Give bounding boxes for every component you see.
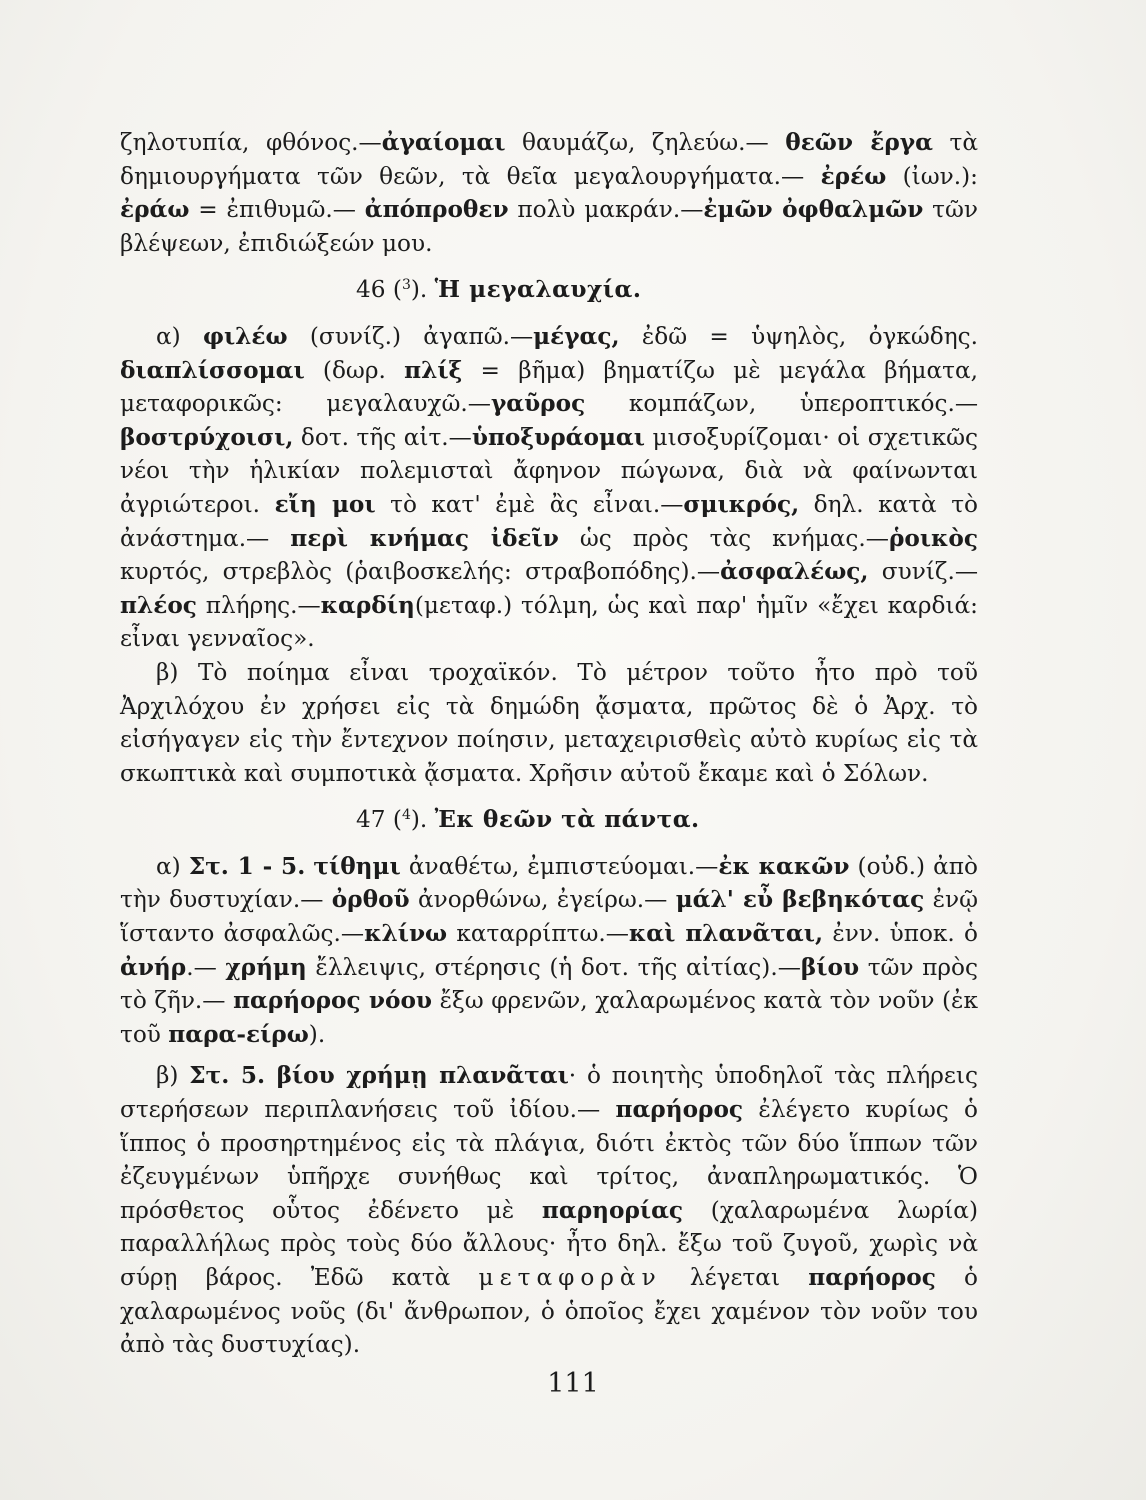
text: τῶν πρὸς τὸ ζῆν.— bbox=[120, 953, 978, 1015]
text: κυρτός, στρεβλὸς (ῥαιβοσκελής: στραβοπόδης).— bbox=[120, 558, 721, 586]
term: παρήορος bbox=[615, 1096, 744, 1124]
section-heading-46 bbox=[120, 273, 978, 307]
text: τὸ κατ' ἐμὲ ἂς εἶναι.— bbox=[375, 490, 684, 518]
text: δοτ. τῆς αἰτ.— bbox=[293, 423, 472, 451]
text: ἀναθέτω, ἐμπιστεύομαι.— bbox=[400, 852, 719, 880]
text: πλήρης.— bbox=[196, 591, 321, 619]
term: μέγας, bbox=[533, 322, 620, 350]
term: ἀνήρ bbox=[120, 953, 187, 981]
term: ἀσφαλέως, bbox=[720, 558, 869, 586]
section-heading-47 bbox=[120, 803, 978, 837]
text: δημιουργήματα τῶν θεῶν, τὰ θεῖα μεγαλουργήματα.— bbox=[120, 162, 821, 190]
term: θεῶν ἔργα bbox=[785, 129, 933, 156]
text: ὡς πρὸς τὰς κνήμας.— bbox=[558, 524, 889, 552]
text: β) bbox=[156, 1062, 190, 1090]
paragraph-46-a bbox=[120, 320, 978, 656]
page-body bbox=[120, 126, 978, 1362]
section-number-close: ). bbox=[410, 806, 435, 834]
verse-ref: Στ. 5. βίου χρήμῃ πλανᾶται bbox=[189, 1062, 569, 1090]
text: ἔλλειψις, στέρησις (ἡ δοτ. τῆς αἰτίας).— bbox=[306, 953, 801, 981]
text: ἀνορθώνω, ἐγείρω.— bbox=[409, 886, 676, 914]
section-number: 46 ( bbox=[356, 276, 402, 304]
text: συνίζ.— bbox=[868, 558, 979, 586]
footnote-ref: 4 bbox=[401, 807, 411, 824]
spaced-term: μεταφορὰν bbox=[478, 1264, 662, 1291]
text: (χαλαρωμένα λωρία) παραλλήλως πρὸς τοὺς δύο ἄλλους· ἦτο δηλ. ἔξω τοῦ ζυγοῦ, χωρὶς νὰ σύρῃ βάρος. Ἐδῶ κατὰ bbox=[120, 1196, 978, 1291]
term: χρήμη bbox=[225, 953, 307, 981]
term: γαῦρος bbox=[490, 390, 586, 418]
section-title: Ἐκ θεῶν τὰ πάντα. bbox=[434, 806, 700, 834]
term: ἐράω bbox=[120, 196, 190, 224]
term: παρηορίας bbox=[541, 1196, 684, 1224]
text: τὰ bbox=[932, 129, 979, 156]
paragraph-intro bbox=[120, 126, 978, 260]
term: βοστρύχοισι, bbox=[120, 423, 294, 451]
text: (ἰων.): bbox=[886, 162, 978, 190]
text: = ἐπιθυμῶ.— bbox=[189, 196, 365, 224]
term: ἀγαίομαι bbox=[381, 129, 506, 156]
term: καὶ πλανᾶται, bbox=[628, 920, 824, 948]
text: θαυμάζω, ζηλεύω.— bbox=[505, 129, 786, 156]
page-number: 111 bbox=[547, 1368, 599, 1399]
term: φιλέω bbox=[202, 322, 288, 350]
text: μισοξυρίζομαι· οἱ σχετικῶς νέοι τὴν ἡλικίαν πολεμισταὶ ἄφηνον πώγωνα, διὰ νὰ φαίνωνται ἀγριώτεροι. bbox=[120, 423, 979, 518]
text: ὁ χαλαρωμένος νοῦς (δι' ἄνθρωπον, ὁ ὁποῖος ἔχει χαμένον τὸν νοῦν του ἀπὸ τὰς δυστυχίας). bbox=[120, 1264, 978, 1359]
paragraph-47-b bbox=[120, 1059, 978, 1361]
verse-ref: Στ. 1 - 5. bbox=[188, 852, 306, 880]
text: ἐνῷ ἵσταντο ἀσφαλῶς.— bbox=[120, 886, 979, 948]
text: (οὐδ.) ἀπὸ τὴν δυστυχίαν.— bbox=[120, 852, 978, 914]
text: ἐδῶ = ὑψηλὸς, ὀγκώδης. bbox=[619, 322, 978, 350]
term: κλίνω bbox=[364, 920, 448, 948]
paragraph-47-a bbox=[120, 850, 978, 1052]
term: σμικρός, bbox=[683, 490, 800, 518]
text: ζηλοτυπία, φθόνος.— bbox=[120, 129, 382, 156]
term: ὀρθοῦ bbox=[331, 886, 410, 914]
text: καταρρίπτω.— bbox=[447, 920, 629, 948]
text: α) bbox=[156, 322, 203, 350]
text: (συνίζ.) ἀγαπῶ.— bbox=[287, 322, 534, 350]
text: .— bbox=[186, 953, 226, 981]
paragraph-46-b: β) Τὸ ποίημα εἶναι τροχαϊκόν. Τὸ μέτρον τοῦτο ἦτο πρὸ τοῦ Ἀρχιλόχου ἐν χρήσει εἰς τὰ δημώδη ᾄσματα, πρῶτος δὲ ὁ Ἀρχ. τὸ εἰσήγαγεν εἰς τὴν ἔντεχνον ποίησιν, μεταχειρισθεὶς αὐτὸ κυρίως εἰς τὰ σκωπτικὰ καὶ συμποτικὰ ᾄσματα. Χρῆσιν αὐτοῦ ἔκαμε καὶ ὁ Σόλων. bbox=[120, 658, 978, 787]
term: ἐκ κακῶν bbox=[718, 852, 850, 880]
term: ἀπόπροθεν bbox=[364, 196, 509, 224]
text: δηλ. κατὰ τὸ ἀνάστημα.— bbox=[120, 490, 978, 552]
section-number: 47 ( bbox=[356, 806, 402, 834]
term: μάλ' εὖ βεβηκότας bbox=[675, 886, 925, 914]
text: πολὺ μακράν.— bbox=[508, 196, 704, 224]
term: παρα-είρω bbox=[168, 1020, 309, 1048]
term: παρήορος νόου bbox=[233, 987, 433, 1015]
term: ὑποξυράομαι bbox=[471, 423, 645, 451]
text: κομπάζων, ὑπεροπτικός.— bbox=[585, 390, 979, 418]
text: ἔξω φρενῶν, χαλαρωμένος κατὰ τὸν νοῦν (ἐκ τοῦ bbox=[120, 987, 978, 1048]
term: παρήορος bbox=[808, 1264, 936, 1291]
term: πλίξ bbox=[404, 356, 463, 384]
text: = βῆμα) βηματίζω μὲ μεγάλα βήματα, μεταφορικῶς: μεγαλαυχῶ.— bbox=[120, 356, 978, 418]
footnote-ref: 3 bbox=[401, 277, 411, 294]
term: περὶ κνήμας ἰδεῖν bbox=[290, 524, 559, 552]
term: πλέος bbox=[120, 591, 197, 619]
term: διαπλίσσομαι bbox=[120, 356, 305, 384]
text: · ὁ ποιητὴς ὑποδηλοῖ τὰς πλήρεις στερήσεων περιπλανήσεις τοῦ ἰδίου.— bbox=[120, 1062, 978, 1124]
term: τίθημι bbox=[313, 852, 401, 880]
term: βίου bbox=[800, 953, 860, 981]
text: α) bbox=[156, 852, 189, 880]
text: ἐλέγετο κυρίως ὁ ἵππος ὁ προσηρτημένος εἰς τὰ πλάγια, διότι ἐκτὸς τῶν δύο ἵππων τῶν ἐζευγμένων ὑπῆρχε συνήθως καὶ τρίτος, ἀναπληρωματικός. Ὁ πρόσθετος οὗτος ἐδένετο μὲ bbox=[120, 1096, 979, 1224]
term: εἴη μοι bbox=[274, 490, 376, 518]
term: ῥοικὸς bbox=[888, 524, 979, 552]
term: καρδίη bbox=[320, 591, 415, 619]
term: ἐμῶν ὀφθαλμῶν bbox=[703, 196, 924, 224]
text: λέγεται bbox=[661, 1264, 809, 1291]
text: (μεταφ.) τόλμη, ὡς καὶ παρ' ἡμῖν «ἔχει καρδιά: εἶναι γενναῖος». bbox=[120, 591, 978, 653]
text: ). bbox=[308, 1020, 326, 1048]
text: (δωρ. bbox=[304, 356, 405, 384]
section-number-close: ). bbox=[410, 276, 435, 304]
text: τῶν bbox=[923, 196, 979, 224]
text: βλέψεων, ἐπιδιώξεών μου. bbox=[120, 229, 433, 257]
section-title: Ἡ μεγαλαυχία. bbox=[434, 276, 642, 304]
text: ἐνν. ὑποκ. ὁ bbox=[823, 920, 978, 948]
term: ἐρέω bbox=[820, 162, 887, 190]
